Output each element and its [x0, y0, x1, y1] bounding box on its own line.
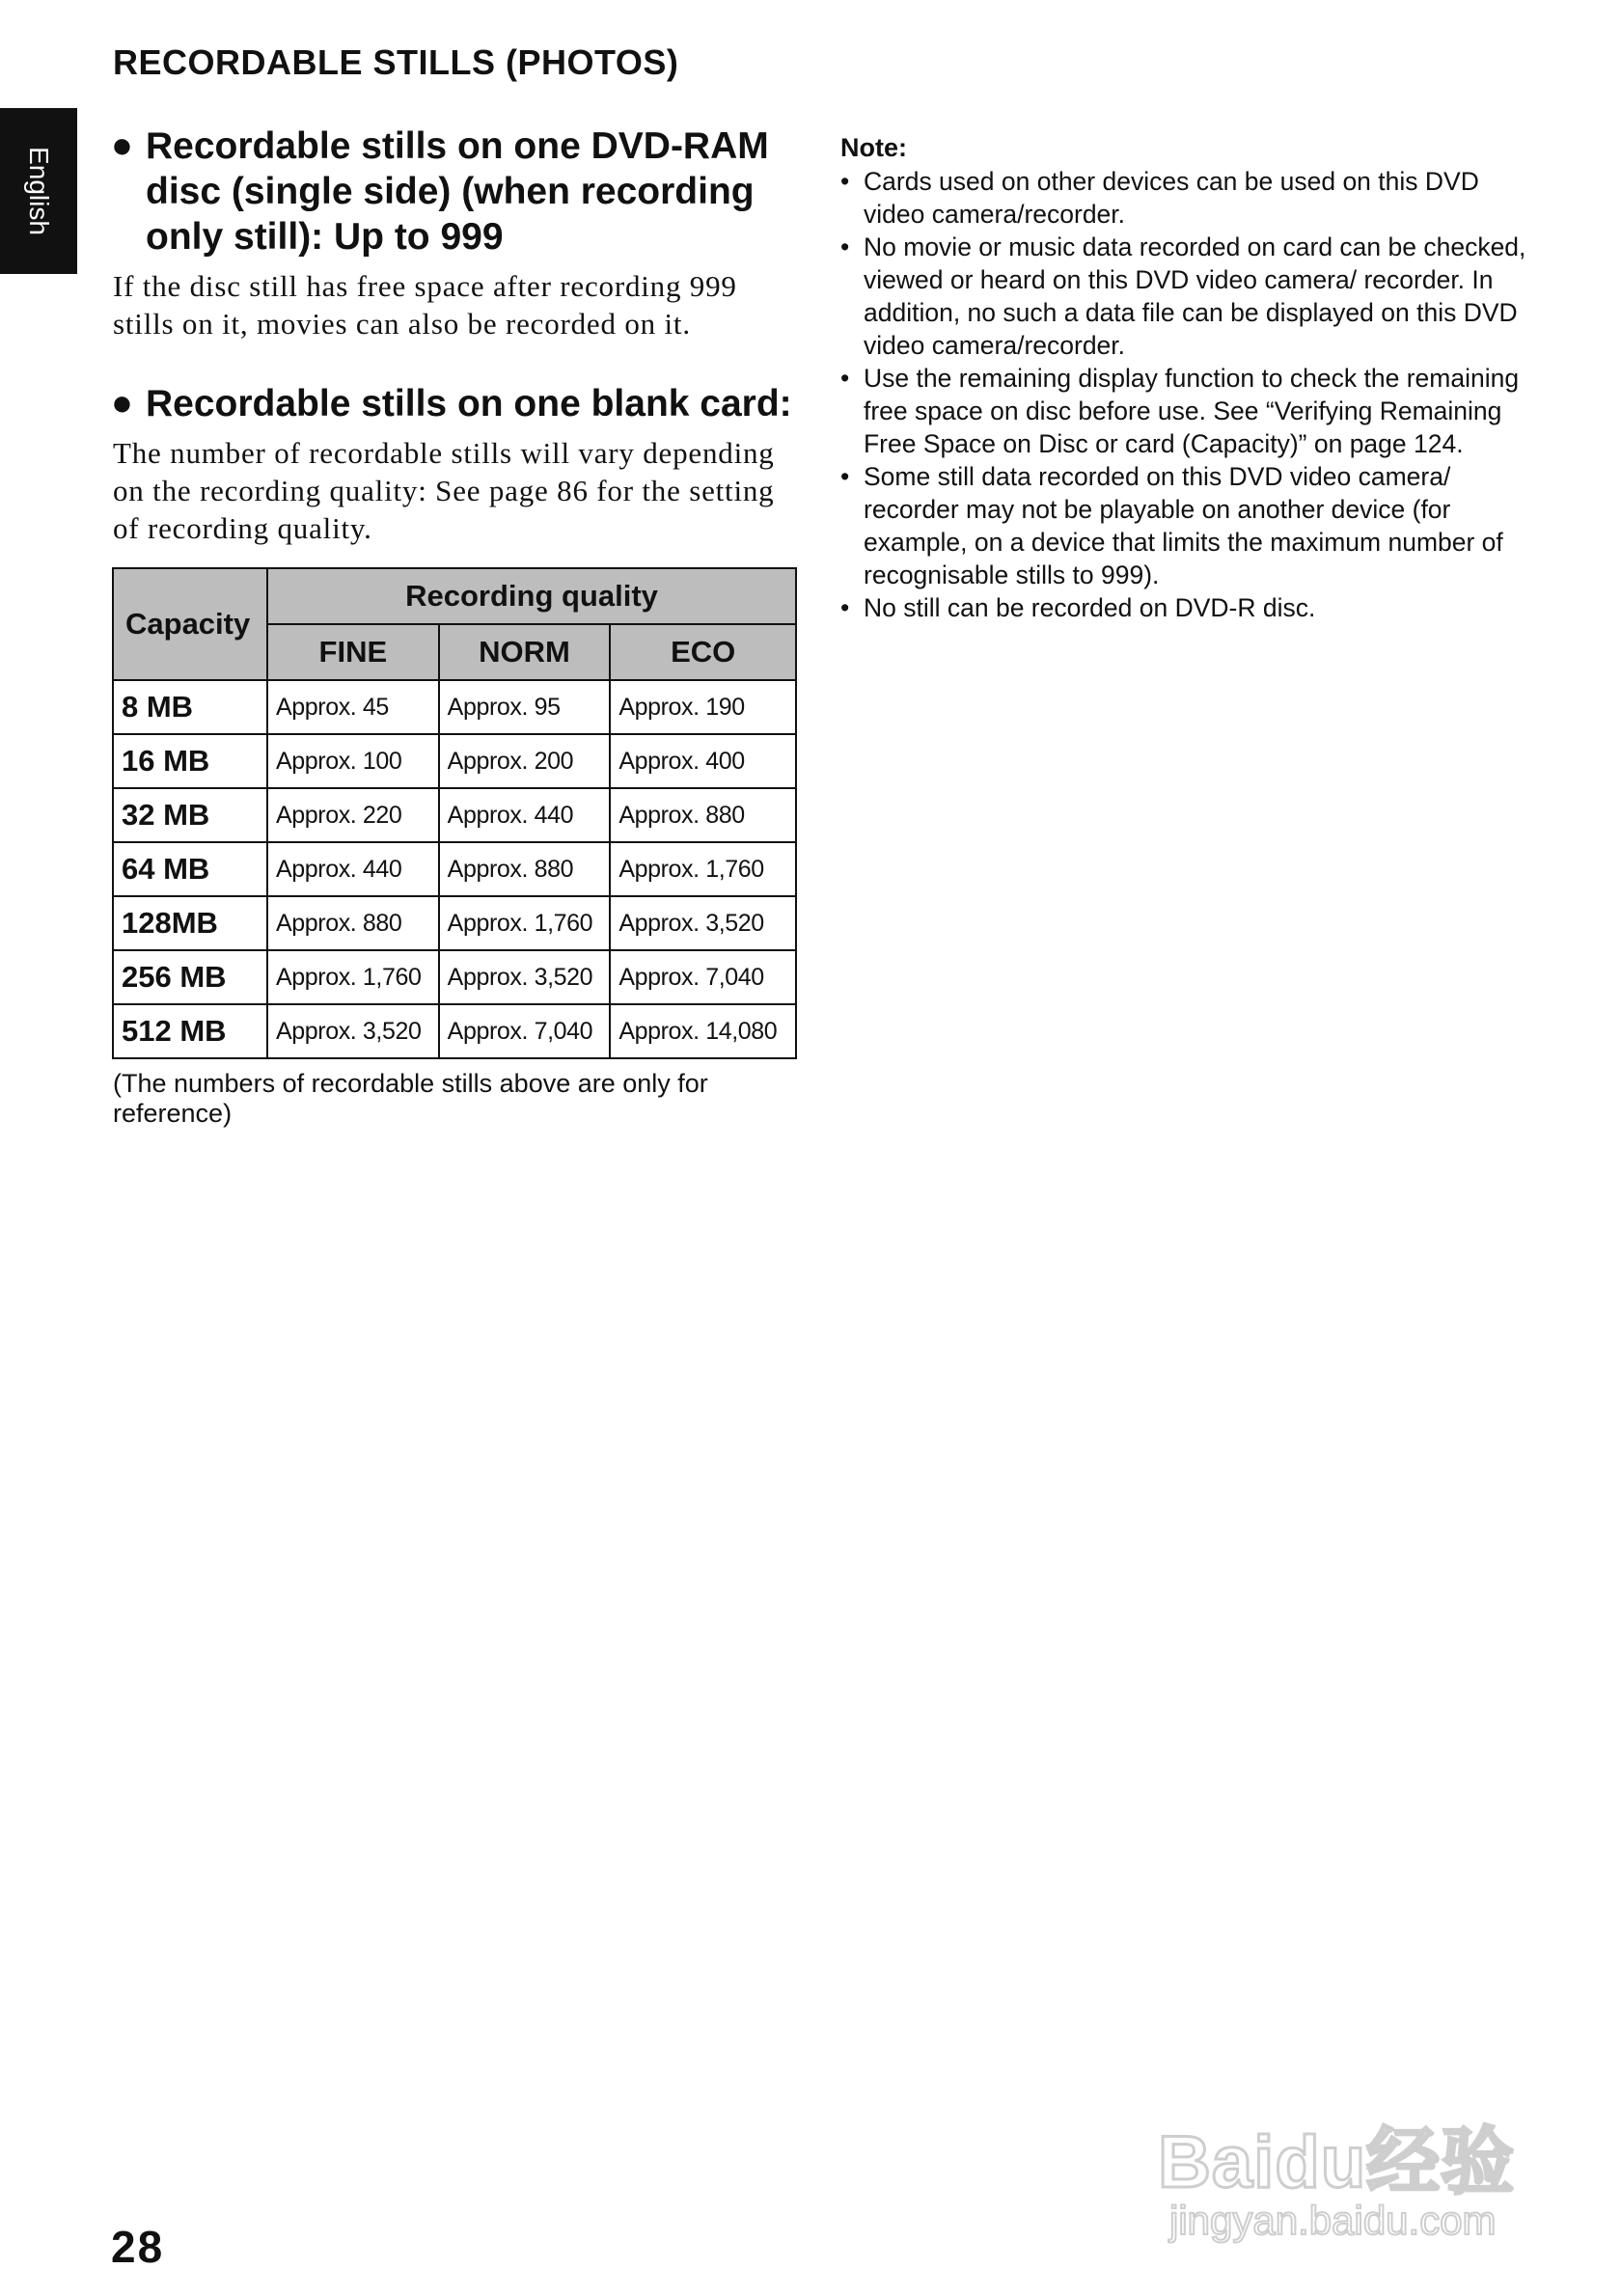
- watermark-logo: Baidu经验: [1158, 2121, 1516, 2203]
- note-text: Some still data recorded on this DVD video camera/ recorder may not be playable on another device (for example, on a device that limits the maximum number of recognisable stills to 999).: [864, 462, 1503, 589]
- table-footnote: (The numbers of recordable stills above are only for reference): [113, 1069, 708, 1128]
- norm-cell: Approx. 200: [439, 734, 611, 788]
- note-text: No movie or music data recorded on card can be checked, viewed or heard on this DVD video camera/ recorder. In addition, no such a data file can be displayed on this DVD video camera/recorder.: [864, 232, 1526, 360]
- fine-cell: Approx. 45: [267, 680, 439, 734]
- page-number: 28: [111, 2222, 165, 2272]
- capacity-cell: 256 MB: [113, 950, 267, 1004]
- notes-list: [840, 165, 1535, 624]
- bullet-icon: ●: [111, 383, 133, 424]
- eco-cell: Approx. 3,520: [610, 896, 796, 950]
- page-title: RECORDABLE STILLS (PHOTOS): [113, 42, 679, 82]
- norm-cell: Approx. 7,040: [439, 1004, 611, 1058]
- note-item: [840, 362, 1535, 460]
- bullet-icon: •: [840, 462, 850, 491]
- fine-cell: Approx. 440: [267, 842, 439, 896]
- left-column: [113, 123, 800, 547]
- bullet-icon: ●: [111, 125, 133, 166]
- watermark-url: jingyan.baidu.com: [1169, 2198, 1497, 2243]
- table-row: [113, 680, 796, 734]
- capacity-cell: 128MB: [113, 896, 267, 950]
- notes-column: [840, 133, 1535, 624]
- capacity-cell: 8 MB: [113, 680, 267, 734]
- language-tab: [0, 108, 77, 274]
- norm-cell: Approx. 3,520: [439, 950, 611, 1004]
- section-heading-text: Recordable stills on one DVD-RAM disc (single side) (when recording only still): Up to 999: [146, 125, 769, 258]
- norm-cell: Approx. 95: [439, 680, 611, 734]
- note-item: [840, 165, 1535, 231]
- eco-cell: Approx. 1,760: [610, 842, 796, 896]
- fine-cell: Approx. 220: [267, 788, 439, 842]
- table-row: [113, 950, 796, 1004]
- fine-cell: Approx. 100: [267, 734, 439, 788]
- bullet-icon: •: [840, 232, 850, 261]
- bullet-icon: •: [840, 364, 850, 393]
- note-item: [840, 460, 1535, 591]
- watermark: [1158, 2064, 1544, 2248]
- eco-cell: Approx. 190: [610, 680, 796, 734]
- section-heading-dvd-ram: [113, 123, 800, 260]
- eco-cell: Approx. 880: [610, 788, 796, 842]
- note-text: Cards used on other devices can be used on this DVD video camera/recorder.: [864, 167, 1479, 229]
- column-header-fine: FINE: [267, 624, 439, 680]
- capacity-cell: 16 MB: [113, 734, 267, 788]
- table-row: [113, 842, 796, 896]
- table-row: [113, 1004, 796, 1058]
- recordable-stills-table: [112, 567, 797, 1059]
- table-body: [113, 680, 796, 1058]
- table-row: [113, 734, 796, 788]
- norm-cell: Approx. 880: [439, 842, 611, 896]
- column-header-eco: ECO: [610, 624, 796, 680]
- note-item: [840, 591, 1535, 624]
- note-item: [840, 231, 1535, 362]
- fine-cell: Approx. 880: [267, 896, 439, 950]
- section-heading-text: Recordable stills on one blank card:: [146, 383, 792, 424]
- eco-cell: Approx. 400: [610, 734, 796, 788]
- section-body-dvd-ram: If the disc still has free space after recording 999 stills on it, movies can also be recorded on it.: [113, 269, 737, 341]
- recording-quality-header: Recording quality: [267, 568, 796, 624]
- table-row: [113, 896, 796, 950]
- capacity-cell: 32 MB: [113, 788, 267, 842]
- capacity-cell: 512 MB: [113, 1004, 267, 1058]
- section-body-blank-card: The number of recordable stills will vary depending on the recording quality: See page 86 for the setting of recording quality.: [113, 436, 775, 545]
- norm-cell: Approx. 1,760: [439, 896, 611, 950]
- eco-cell: Approx. 7,040: [610, 950, 796, 1004]
- capacity-header: Capacity: [113, 568, 267, 680]
- bullet-icon: •: [840, 167, 850, 196]
- fine-cell: Approx. 3,520: [267, 1004, 439, 1058]
- norm-cell: Approx. 440: [439, 788, 611, 842]
- note-text: No still can be recorded on DVD-R disc.: [864, 593, 1316, 622]
- column-header-norm: NORM: [439, 624, 611, 680]
- capacity-cell: 64 MB: [113, 842, 267, 896]
- section-heading-blank-card: [113, 381, 800, 426]
- language-tab-label: English: [24, 147, 54, 235]
- bullet-icon: •: [840, 593, 850, 622]
- eco-cell: Approx. 14,080: [610, 1004, 796, 1058]
- table-row: [113, 788, 796, 842]
- fine-cell: Approx. 1,760: [267, 950, 439, 1004]
- note-text: Use the remaining display function to check the remaining free space on disc before use. See “Verifying Remaining Free Space on Disc or card (Capacity)” on page 124.: [864, 364, 1520, 458]
- note-title: Note:: [840, 133, 907, 162]
